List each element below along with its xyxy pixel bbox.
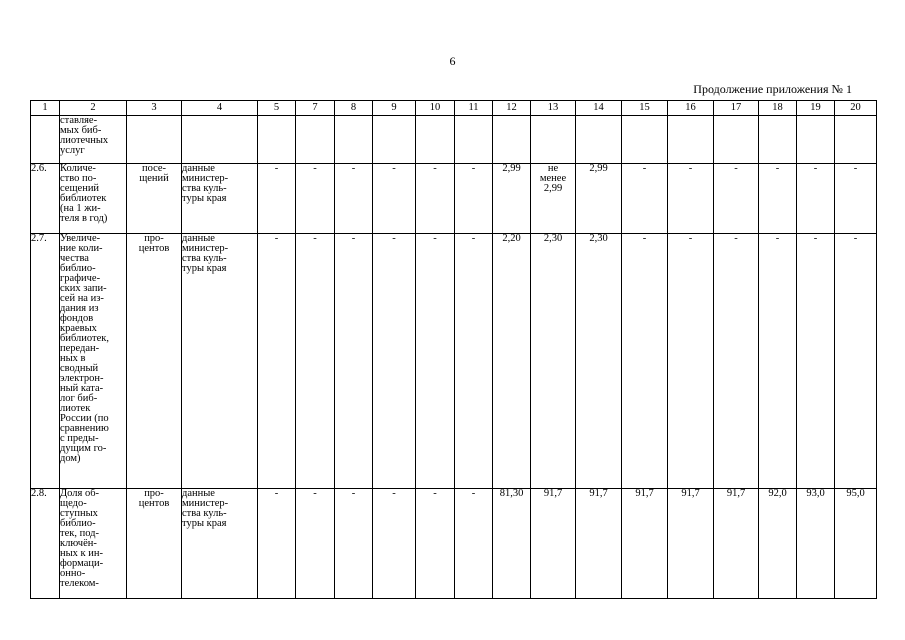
value-cell: - xyxy=(668,164,714,234)
column-header-1: 1 xyxy=(31,101,60,116)
row-number-cell: 2.7. xyxy=(31,234,60,489)
cell-line: ставляе- xyxy=(60,115,98,126)
value-cell xyxy=(759,116,797,164)
column-header-16: 17 xyxy=(714,101,759,116)
value-cell: - xyxy=(714,164,759,234)
column-header-17: 18 xyxy=(759,101,797,116)
cell-line: ключён- xyxy=(60,538,97,549)
cell-line: министер- xyxy=(182,173,229,184)
cell-line: туры края xyxy=(182,518,227,529)
row-number-cell xyxy=(31,116,60,164)
cell-line: данные xyxy=(182,233,215,244)
cell-line: теля в год) xyxy=(60,213,108,224)
cell-line: Количе- xyxy=(60,163,96,174)
table-row xyxy=(31,116,877,164)
cell-line: библиотек xyxy=(60,193,107,204)
row-number-cell: 2.6. xyxy=(31,164,60,234)
cell-line: данные xyxy=(182,488,215,499)
value-cell: 2,30 xyxy=(576,234,622,489)
value-cell: - xyxy=(759,234,797,489)
table-body xyxy=(31,116,877,599)
value-cell: - xyxy=(296,164,335,234)
cell-line: библио- xyxy=(60,263,96,274)
cell-line: Увеличе- xyxy=(60,233,101,244)
value-cell xyxy=(373,116,416,164)
value-cell xyxy=(835,116,877,164)
cell-line: сей на из- xyxy=(60,293,104,304)
value-cell: - xyxy=(416,489,455,599)
cell-line: лог биб- xyxy=(60,393,98,404)
value-cell: - xyxy=(416,234,455,489)
value-cell: - xyxy=(335,489,373,599)
table-header-row xyxy=(31,101,877,116)
column-header-11: 12 xyxy=(493,101,531,116)
value-cell: - xyxy=(258,234,296,489)
value-cell: - xyxy=(622,234,668,489)
cell-line: формаци- xyxy=(60,558,104,569)
value-cell: 91,7 xyxy=(531,489,576,599)
cell-line: министер- xyxy=(182,243,229,254)
value-cell: - xyxy=(335,164,373,234)
cell-line: телеком- xyxy=(60,578,99,589)
unit-cell xyxy=(127,234,182,489)
indicator-name-cell xyxy=(60,164,127,234)
cell-line: электрон- xyxy=(60,373,104,384)
cell-line: библиотек, xyxy=(60,333,109,344)
cell-line: Доля об- xyxy=(60,488,100,499)
value-cell: - xyxy=(622,164,668,234)
unit-cell xyxy=(127,116,182,164)
source-cell xyxy=(182,116,258,164)
cell-line: туры края xyxy=(182,263,227,274)
table-row xyxy=(31,164,877,234)
cell-line: тек, под- xyxy=(60,528,100,539)
value-cell: 81,30 xyxy=(493,489,531,599)
source-cell xyxy=(182,164,258,234)
column-header-3: 3 xyxy=(127,101,182,116)
cell-line: туры края xyxy=(182,193,227,204)
value-cell xyxy=(493,116,531,164)
cell-line: графиче- xyxy=(60,273,101,284)
cell-line: министер- xyxy=(182,498,229,509)
column-header-15: 16 xyxy=(668,101,714,116)
value-cell xyxy=(455,116,493,164)
column-header-8: 9 xyxy=(373,101,416,116)
value-cell: - xyxy=(797,164,835,234)
value-cell xyxy=(531,116,576,164)
value-cell: - xyxy=(455,489,493,599)
column-header-12: 13 xyxy=(531,101,576,116)
cell-line: России (по xyxy=(60,413,109,424)
source-cell xyxy=(182,234,258,489)
cell-line: центов xyxy=(138,498,170,509)
cell-line: ства куль- xyxy=(182,183,227,194)
cell-line: ние коли- xyxy=(60,243,103,254)
cell-line: онно- xyxy=(60,568,86,579)
value-cell: - xyxy=(373,489,416,599)
value-cell: - xyxy=(258,164,296,234)
continuation-caption: Продолжение приложения № 1 xyxy=(693,82,852,96)
value-cell xyxy=(668,116,714,164)
cell-line: дом) xyxy=(60,453,81,464)
column-header-18: 19 xyxy=(797,101,835,116)
value-cell: 2,30 xyxy=(531,234,576,489)
cell-line: лиотечных xyxy=(60,135,109,146)
value-cell: 91,7 xyxy=(622,489,668,599)
value-cell: 95,0 xyxy=(835,489,877,599)
cell-line: 2,99 xyxy=(543,183,563,194)
cell-line: не xyxy=(547,163,559,174)
value-cell xyxy=(335,116,373,164)
cell-line: ный ката- xyxy=(60,383,104,394)
indicator-name-cell xyxy=(60,234,127,489)
value-cell: - xyxy=(258,489,296,599)
cell-line: ступных xyxy=(60,508,98,519)
value-cell: - xyxy=(296,234,335,489)
value-cell: - xyxy=(416,164,455,234)
cell-line: библио- xyxy=(60,518,96,529)
value-cell: 91,7 xyxy=(668,489,714,599)
cell-line: мых биб- xyxy=(60,125,102,136)
cell-line: сравнению xyxy=(60,423,109,434)
value-cell: - xyxy=(714,234,759,489)
value-cell: - xyxy=(797,234,835,489)
value-cell xyxy=(296,116,335,164)
cell-line: ских запи- xyxy=(60,283,107,294)
value-cell: - xyxy=(835,234,877,489)
column-header-10: 11 xyxy=(455,101,493,116)
cell-line: ства куль- xyxy=(182,253,227,264)
cell-line: сводный xyxy=(60,363,99,374)
table-row xyxy=(31,234,877,489)
cell-line: про- xyxy=(144,488,164,499)
value-cell: - xyxy=(455,234,493,489)
cell-line: передан- xyxy=(60,343,100,354)
column-header-13: 14 xyxy=(576,101,622,116)
column-header-14: 15 xyxy=(622,101,668,116)
column-header-6: 7 xyxy=(296,101,335,116)
cell-line: дания из xyxy=(60,303,99,314)
value-cell: 92,0 xyxy=(759,489,797,599)
value-cell xyxy=(258,116,296,164)
page-number: 6 xyxy=(449,54,456,68)
value-cell xyxy=(622,116,668,164)
indicators-table xyxy=(30,100,877,599)
row-number-cell: 2.8. xyxy=(31,489,60,599)
cell-line: дущим го- xyxy=(60,443,107,454)
column-header-19: 20 xyxy=(835,101,877,116)
unit-cell xyxy=(127,164,182,234)
value-cell: 2,99 xyxy=(576,164,622,234)
column-header-9: 10 xyxy=(416,101,455,116)
value-cell: 91,7 xyxy=(576,489,622,599)
cell-line: ство по- xyxy=(60,173,97,184)
cell-line: сещений xyxy=(60,183,100,194)
cell-line: посе- xyxy=(141,163,167,174)
cell-line: щений xyxy=(139,173,169,184)
cell-line: центов xyxy=(138,243,170,254)
cell-line: лиотек xyxy=(60,403,91,414)
value-cell xyxy=(714,116,759,164)
source-cell xyxy=(182,489,258,599)
cell-line: краевых xyxy=(60,323,97,334)
value-cell xyxy=(531,164,576,234)
unit-cell xyxy=(127,489,182,599)
value-cell: 2,99 xyxy=(493,164,531,234)
column-header-7: 8 xyxy=(335,101,373,116)
value-cell xyxy=(416,116,455,164)
value-cell: 93,0 xyxy=(797,489,835,599)
cell-line: менее xyxy=(539,173,567,184)
cell-line: ных в xyxy=(60,353,86,364)
column-header-4: 4 xyxy=(182,101,258,116)
cell-line: с преды- xyxy=(60,433,99,444)
cell-line: данные xyxy=(182,163,215,174)
value-cell xyxy=(797,116,835,164)
cell-line: про- xyxy=(144,233,164,244)
value-cell: 2,20 xyxy=(493,234,531,489)
value-cell: - xyxy=(296,489,335,599)
indicator-name-cell xyxy=(60,116,127,164)
cell-line: щедо- xyxy=(60,498,87,509)
cell-line: (на 1 жи- xyxy=(60,203,101,214)
value-cell: - xyxy=(455,164,493,234)
column-header-5: 5 xyxy=(258,101,296,116)
column-header-2: 2 xyxy=(60,101,127,116)
cell-line: услуг xyxy=(60,145,85,156)
value-cell: - xyxy=(668,234,714,489)
value-cell: 91,7 xyxy=(714,489,759,599)
value-cell: - xyxy=(759,164,797,234)
value-cell: - xyxy=(373,164,416,234)
table-row xyxy=(31,489,877,599)
value-cell: - xyxy=(335,234,373,489)
cell-line: ных к ин- xyxy=(60,548,104,559)
cell-line: ства куль- xyxy=(182,508,227,519)
value-cell xyxy=(576,116,622,164)
value-cell: - xyxy=(373,234,416,489)
cell-line: чества xyxy=(60,253,89,264)
cell-line: фондов xyxy=(60,313,94,324)
value-cell: - xyxy=(835,164,877,234)
indicator-name-cell xyxy=(60,489,127,599)
